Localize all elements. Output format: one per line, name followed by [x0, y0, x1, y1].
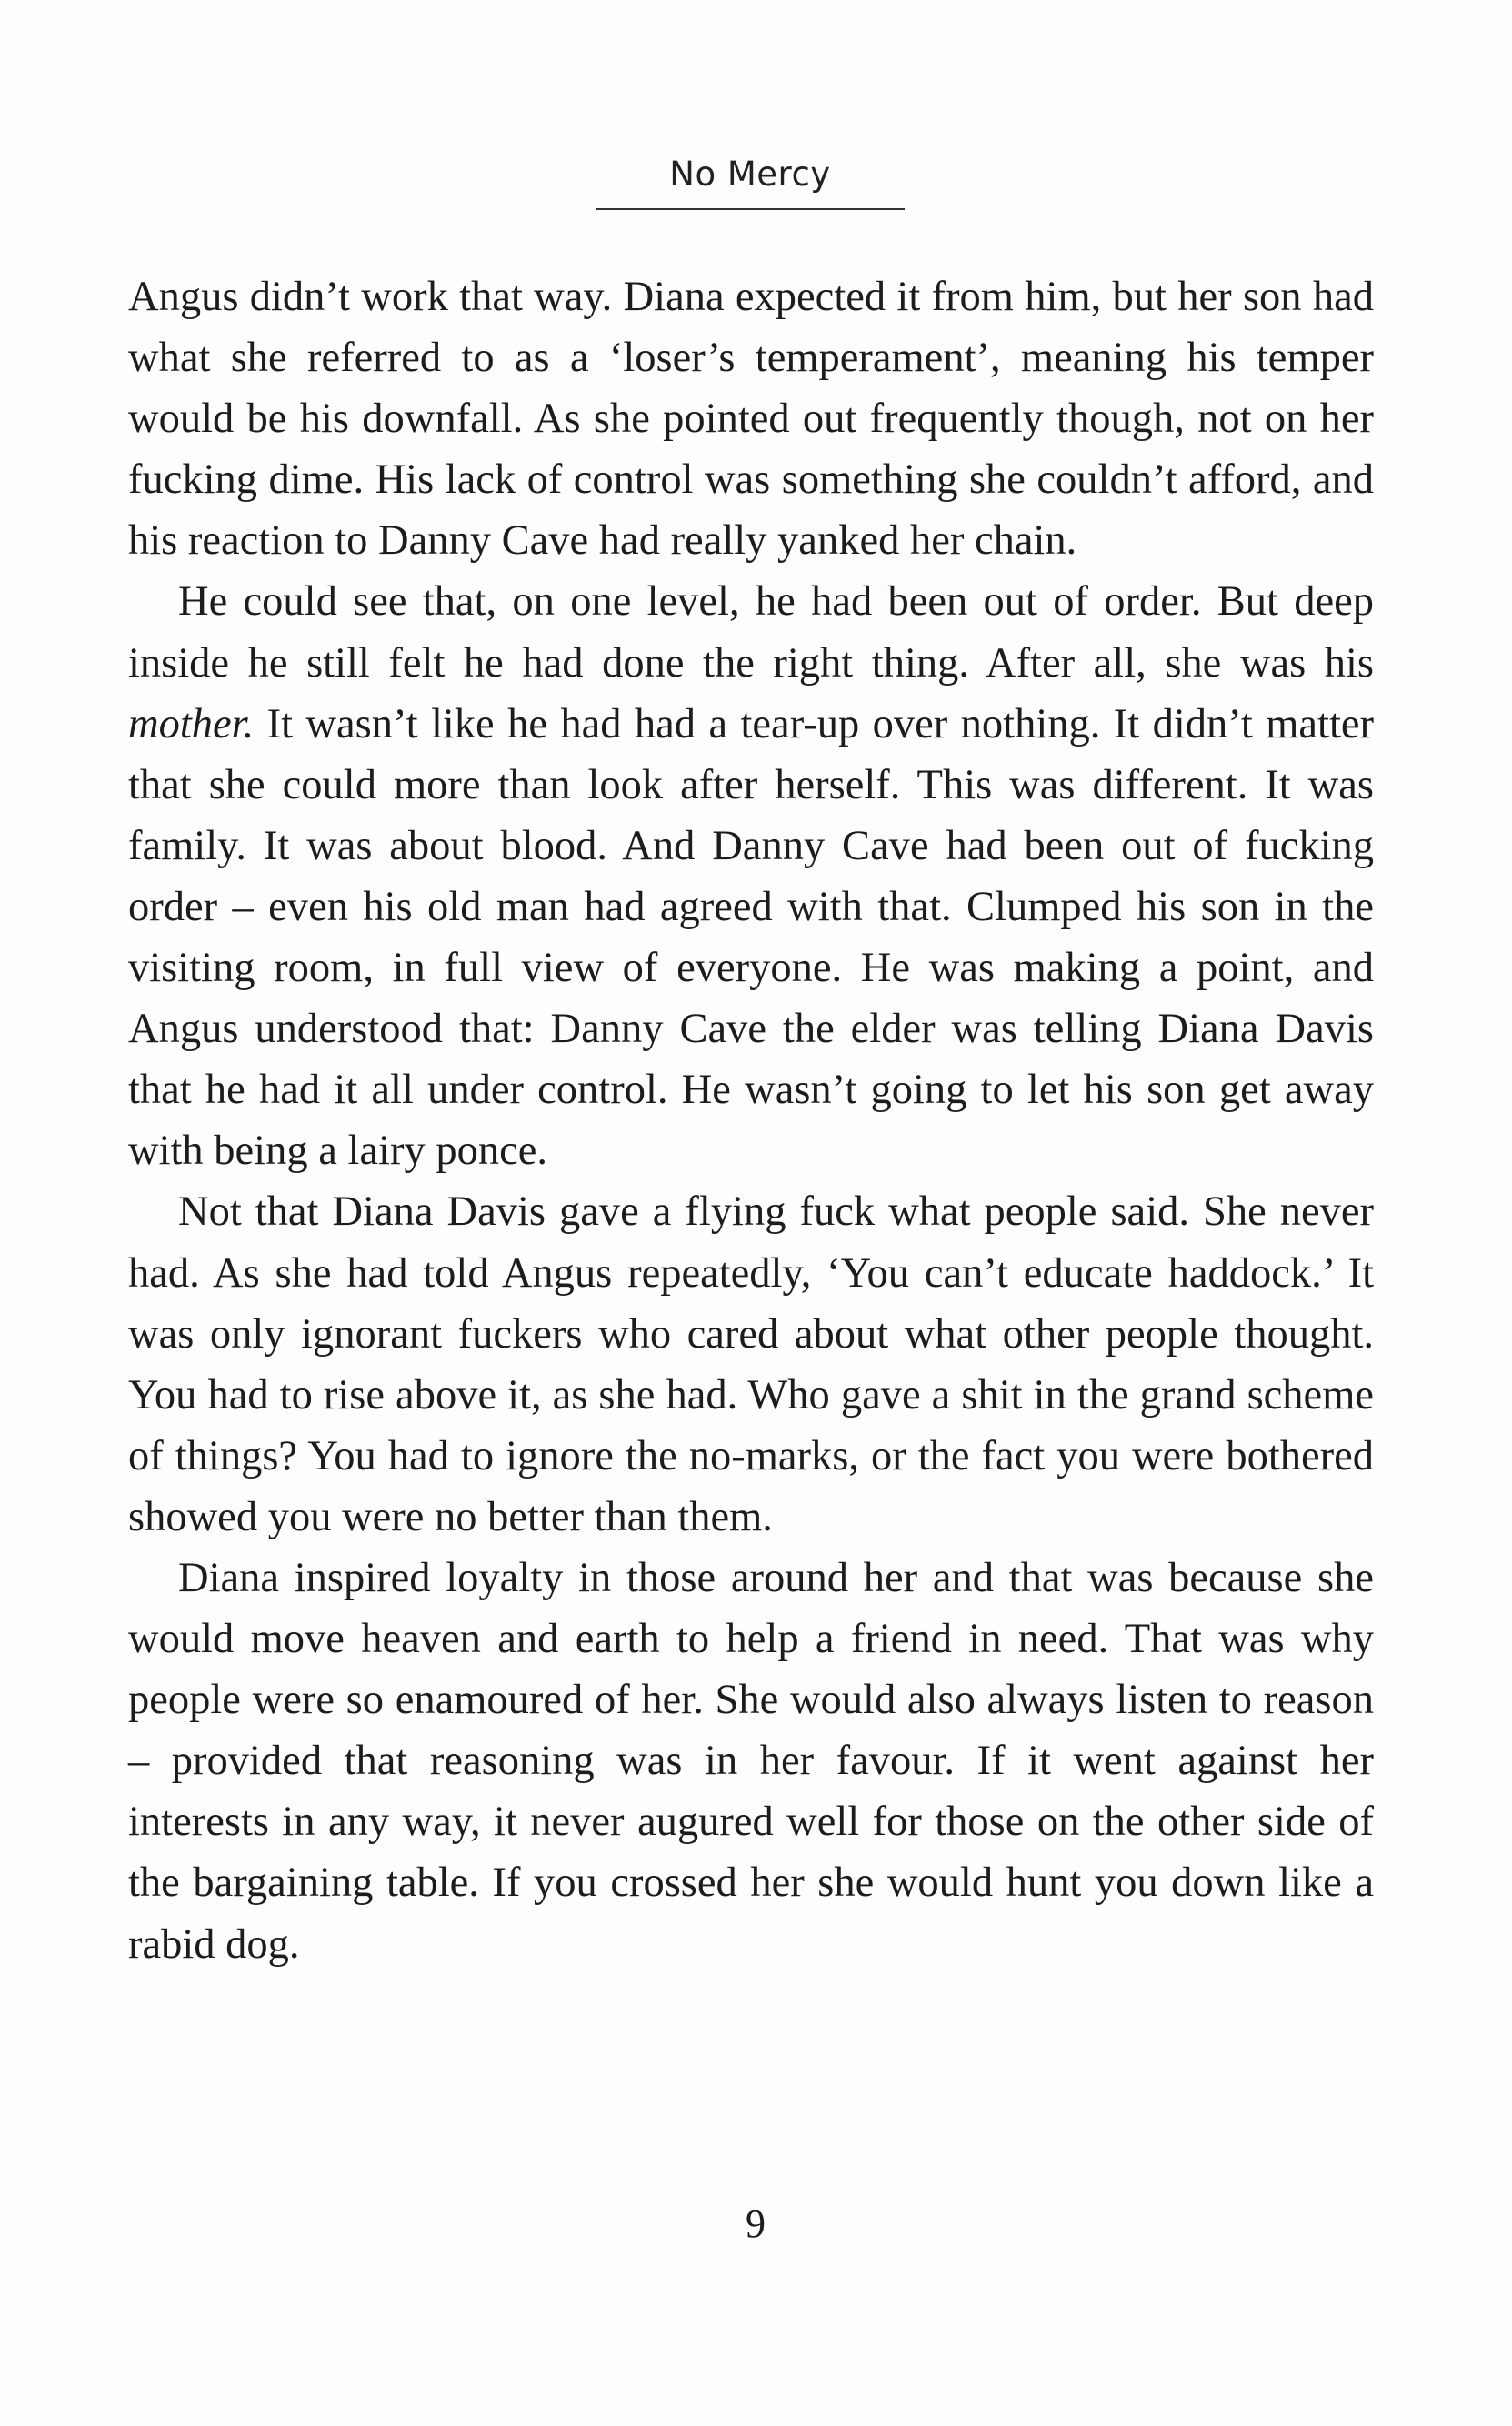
running-head: No Mercy	[669, 155, 831, 194]
paragraph-3: Not that Diana Davis gave a flying fuck what people said. She never had. As she had told Angus repeatedly, ‘You can’t educate haddock.’ It was only ignorant fuckers who cared about what other people thought. You had to rise above it, as she had. Who gave a shit in the grand scheme of things? You had to ignore the no-marks, or the fact you were bothered showed you were no better than them.	[128, 1188, 1374, 1540]
paragraph-4: Diana inspired loyalty in those around her and that was because she would move heaven and earth to help a friend in need. That was why people were so enamoured of her. She would also always listen to reason – provided that reasoning was in her favour. If it went against her interests in any way, it never augured well for those on the other side of the bargaining table. If you crossed her she would hunt you down like a rabid dog.	[128, 1554, 1374, 1968]
page-number: 9	[746, 2201, 766, 2246]
body-text	[128, 266, 1374, 1975]
paragraph-2-text-before: He could see that, on one level, he had been out of order. But deep inside he still felt he had done the right thing. After all, she was his	[128, 578, 1374, 687]
paragraph-1: Angus didn’t work that way. Diana expected it from him, but her son had what she referred to as a ‘loser’s temperament’, meaning his temper would be his downfall. As she pointed out frequently though, not on her fucking dime. His lack of control was something she couldn’t afford, and his reaction to Danny Cave had really yanked her chain.	[128, 274, 1374, 565]
paragraph-2	[128, 571, 1374, 1181]
paragraph-2-text-after: It wasn’t like he had had a tear-up over nothing. It didn’t matter that she could more than look after herself. This was different. It was family. It was about blood. And Danny Cave had been out of fucking order – even his old man had agreed with that. Clumped his son in the visiting room, in full view of everyone. He was making a point, and Angus understood that: Danny Cave the elder was telling Diana Davis that he had it all under control. He wasn’t going to let his son get away with being a lairy ponce.	[128, 700, 1374, 1175]
paragraph-2-emphasis: mother.	[128, 700, 255, 747]
running-head-rule	[596, 208, 905, 210]
